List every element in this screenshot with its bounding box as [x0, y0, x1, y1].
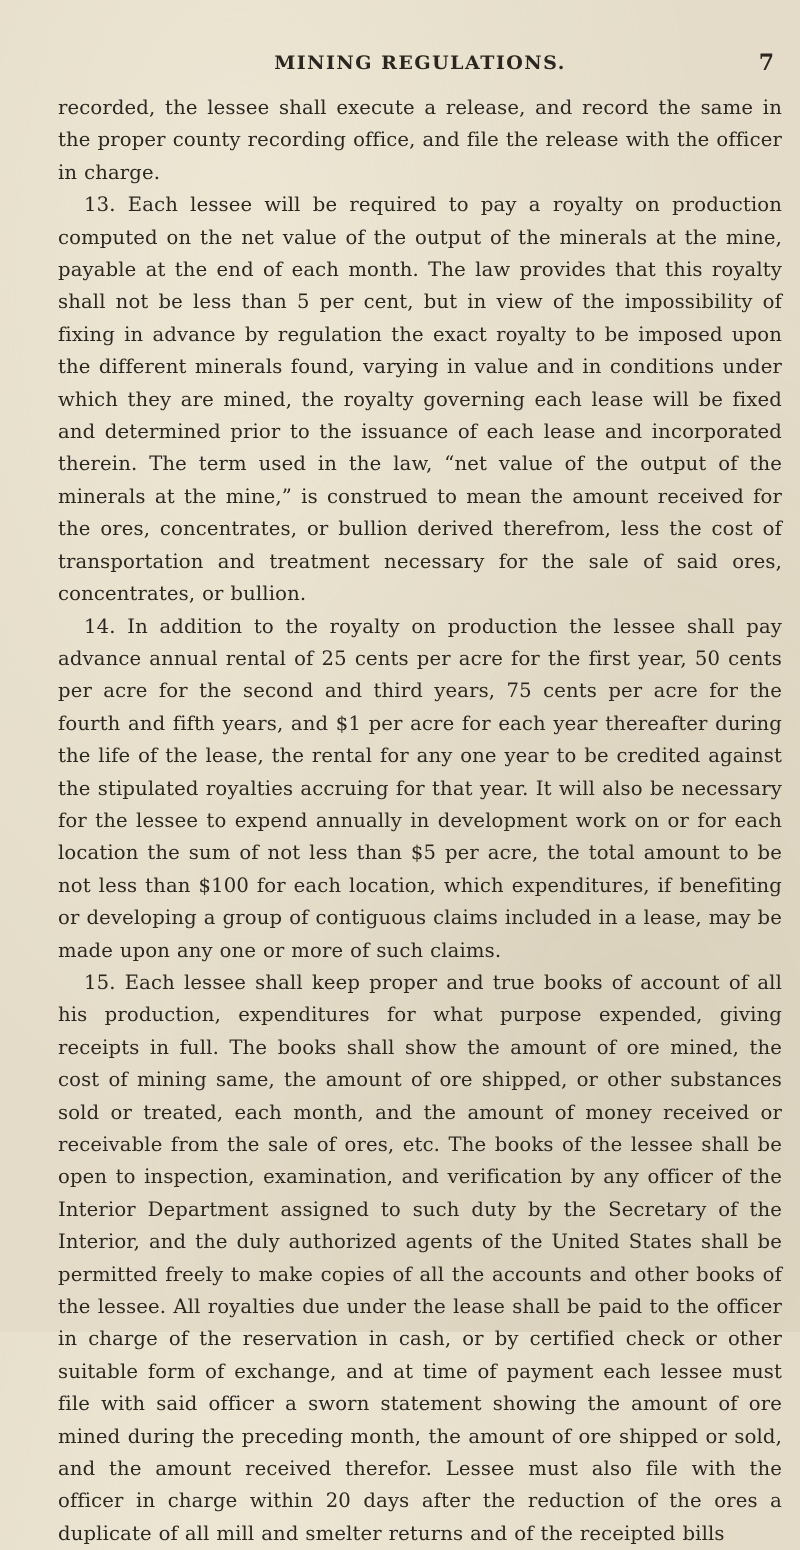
body-text [58, 92, 782, 1550]
paragraph-section-13: 13. Each lessee will be required to pay a royalty on production computed on the net value of the output of the minerals at the mine, payable at the end of each month. The law provides that this royalty shall not be less than 5 per cent, but in view of the impossibility of fixing in advance by regulation the exact royalty to be imposed upon the different minerals found, varying in value and in conditions under which they are mined, the royalty governing each lease will be fixed and determined prior to the issuance of each lease and incorporated therein. The term used in the law, “net value of the output of the minerals at the mine,” is construed to mean the amount received for the ores, concentrates, or bullion derived therefrom, less the cost of transportation and treatment necessary for the sale of said ores, concentrates, or bullion. [58, 193, 782, 606]
paragraph-continued: recorded, the lessee shall execute a release, and record the same in the proper county recording office, and file the release with the officer in charge. [58, 96, 782, 184]
page-number: 7 [758, 50, 774, 76]
running-title: MINING REGULATIONS. [274, 52, 566, 74]
running-head [58, 0, 782, 78]
paragraph-section-15: 15. Each lessee shall keep proper and true books of account of all his production, expenditures for what purpose expended, giving receipts in full. The books shall show the amount of ore mined, the cost of mining same, the amount of ore shipped, or other substances sold or treated, each month, and the amount of money received or receivable from the sale of ores, etc. The books of the lessee shall be open to inspection, examination, and verification by any officer of the Interior Department assigned to such duty by the Secretary of the Interior, and the duly authorized agents of the United States shall be permitted freely to make copies of all the accounts and other books of the lessee. All royalties due under the lease shall be paid to the officer in charge of the reservation in cash, or by certified check or other suitable form of exchange, and at time of payment each lessee must file with said officer a sworn statement showing the amount of ore mined during the preceding month, the amount of ore shipped or sold, and the amount received therefor. Lessee must also file with the officer in charge within 20 days after the reduction of the ores a duplicate of all mill and smelter returns and of the receipted bills [58, 970, 782, 1545]
paragraph-section-14: 14. In addition to the royalty on production the lessee shall pay advance annual rental of 25 cents per acre for the first year, 50 cents per acre for the second and third years, 75 cents per acre for the fourth and fifth years, and $1 per acre for each year thereafter during the life of the lease, the rental for any one year to be credited against the stipulated royalties accruing for that year. It will also be necessary for the lessee to expend annually in development work on or for each location the sum of not less than $5 per acre, the total amount to be not less than $100 for each location, which expenditures, if benefiting or developing a group of contiguous claims included in a lease, may be made upon any one or more of such claims. [58, 614, 782, 962]
